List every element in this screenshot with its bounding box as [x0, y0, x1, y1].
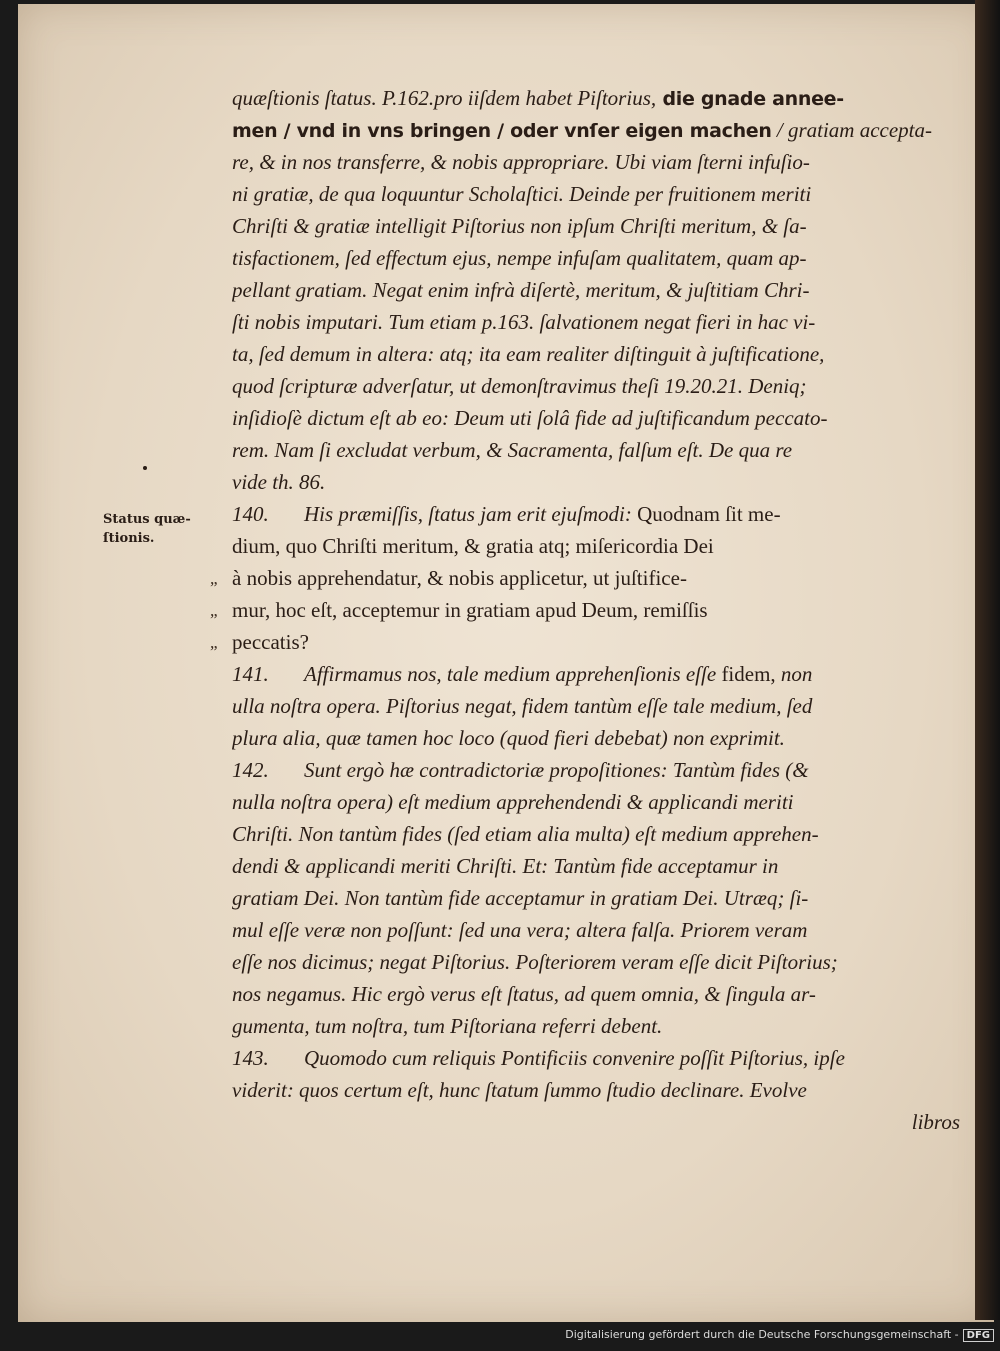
text-line — [232, 82, 960, 114]
text-line — [232, 978, 960, 1010]
text-segment: eſſe nos dicimus; negat Piſtorius. Poſteriorem veram eſſe dicit Piſtorius; — [232, 950, 838, 974]
text-line — [232, 434, 960, 466]
text-line — [232, 274, 960, 306]
quote-mark: ” — [210, 642, 218, 661]
text-line — [232, 146, 960, 178]
text-segment: Affirmamus nos, tale medium apprehenſionis eſſe — [304, 662, 717, 686]
text-segment: vide th. 86. — [232, 470, 326, 494]
text-segment: rem. Nam ſi excludat verbum, & Sacramenta, falſum eſt. De qua re — [232, 438, 793, 462]
text-line — [232, 754, 960, 786]
text-segment: quod ſcripturæ adverſatur, ut demonſtravimus theſi 19.20.21. Deniq; — [232, 374, 807, 398]
text-segment: peccatis? — [232, 630, 309, 654]
text-segment: gratiam Dei. Non tantùm fide acceptamur in gratiam Dei. Utræq; ſi- — [232, 886, 809, 910]
text-line — [232, 882, 960, 914]
text-line — [232, 658, 960, 690]
footer-text: Digitalisierung gefördert durch die Deutsche Forschungsgemeinschaft - — [565, 1328, 959, 1341]
text-segment: / gratiam accepta- — [771, 118, 933, 142]
text-segment: ni gratiæ, de qua loquuntur Scholaſtici. Deinde per fruitionem meriti — [232, 182, 812, 206]
footer — [0, 1328, 994, 1348]
text-line — [232, 242, 960, 274]
text-line — [232, 786, 960, 818]
text-line — [232, 466, 960, 498]
text-line — [232, 1106, 960, 1138]
text-line — [232, 850, 960, 882]
text-line — [232, 114, 960, 146]
text-segment: Chriſti & gratiæ intelligit Piſtorius non ipſum Chriſti meritum, & ſa- — [232, 214, 807, 238]
text-line — [232, 370, 960, 402]
text-line — [232, 1042, 960, 1074]
dfg-logo: DFG — [963, 1329, 994, 1342]
text-segment: Quodnam ſit me- — [631, 502, 781, 526]
text-line — [232, 818, 960, 850]
text-segment: Sunt ergò hæ contradictoriæ propoſitiones: Tantùm fides (& — [304, 758, 809, 782]
catchword: libros — [911, 1110, 960, 1134]
text-segment: viderit: quos certum eſt, hunc ſtatum ſummo ſtudio declinare. Evolve — [232, 1078, 807, 1102]
text-line — [232, 594, 960, 626]
text-line — [232, 338, 960, 370]
book-edge — [975, 0, 1000, 1320]
text-segment: dium, quo Chriſti meritum, & gratia atq; miſericordia Dei — [232, 534, 714, 558]
text-segment: mur, hoc eſt, acceptemur in gratiam apud Deum, remiſſis — [232, 598, 708, 622]
text-segment: non — [775, 662, 813, 686]
text-line — [232, 178, 960, 210]
quote-mark: ” — [210, 578, 218, 597]
text-segment: His præmiſſis, ſtatus jam erit ejuſmodi: — [304, 502, 632, 526]
text-line — [232, 914, 960, 946]
text-segment: men / vnd in vns bringen / oder vnſer eigen machen — [232, 120, 772, 142]
text-segment: fidem, — [716, 662, 776, 686]
text-segment: die gnade annee- — [656, 88, 844, 110]
text-segment: inſidioſè dictum eſt ab eo: Deum uti ſolâ fide ad juſtificandum peccato- — [232, 406, 828, 430]
text-line — [232, 306, 960, 338]
paragraph-number: 140. — [232, 502, 269, 526]
text-line — [232, 498, 960, 530]
text-segment: quæſtionis ſtatus. P.162.pro iiſdem habet Piſtorius, — [232, 86, 657, 110]
text-line — [232, 1074, 960, 1106]
body-text — [232, 82, 960, 1138]
text-line — [232, 690, 960, 722]
quote-mark: ” — [210, 610, 218, 629]
margin-note-text: Status quæ- ſtionis. — [103, 512, 191, 546]
margin-note — [103, 510, 223, 548]
text-segment: Chriſti. Non tantùm fides (ſed etiam alia multa) eſt medium apprehen- — [232, 822, 819, 846]
text-line — [232, 210, 960, 242]
text-segment: à nobis apprehendatur, & nobis applicetur, ut juſtifice- — [232, 566, 687, 590]
text-line — [232, 946, 960, 978]
text-segment: Quomodo cum reliquis Pontificiis convenire poſſit Piſtorius, ipſe — [304, 1046, 845, 1070]
text-segment: mul eſſe veræ non poſſunt: ſed una vera; altera falſa. Priorem veram — [232, 918, 808, 942]
text-segment: nos negamus. Hic ergò verus eſt ſtatus, ad quem omnia, & ſingula ar- — [232, 982, 816, 1006]
text-segment: ulla noſtra opera. Piſtorius negat, fidem tantùm eſſe tale medium, ſed — [232, 694, 813, 718]
margin-dot — [143, 466, 147, 470]
text-line — [232, 1010, 960, 1042]
paragraph-number: 143. — [232, 1046, 269, 1070]
text-line — [232, 722, 960, 754]
text-line — [232, 402, 960, 434]
text-segment: dendi & applicandi meriti Chriſti. Et: Tantùm fide acceptamur in — [232, 854, 779, 878]
text-segment: plura alia, quæ tamen hoc loco (quod fieri debebat) non exprimit. — [232, 726, 785, 750]
paragraph-number: 142. — [232, 758, 269, 782]
text-line — [232, 562, 960, 594]
text-segment: re, & in nos transferre, & nobis appropriare. Ubi viam ſterni infuſio- — [232, 150, 810, 174]
text-segment: pellant gratiam. Negat enim infrà diſertè, meritum, & juſtitiam Chri- — [232, 278, 810, 302]
text-segment: tisfactionem, ſed effectum ejus, nempe infuſam qualitatem, quam ap- — [232, 246, 807, 270]
text-line — [232, 530, 960, 562]
text-segment: ſti nobis imputari. Tum etiam p.163. ſalvationem negat fieri in hac vi- — [232, 310, 816, 334]
text-segment: nulla noſtra opera) eſt medium apprehendendi & applicandi meriti — [232, 790, 794, 814]
paragraph-number: 141. — [232, 662, 269, 686]
text-segment: ta, ſed demum in altera: atq; ita eam realiter diſtinguit à juſtificatione, — [232, 342, 825, 366]
text-line — [232, 626, 960, 658]
text-segment: gumenta, tum noſtra, tum Piſtoriana referri debent. — [232, 1014, 663, 1038]
